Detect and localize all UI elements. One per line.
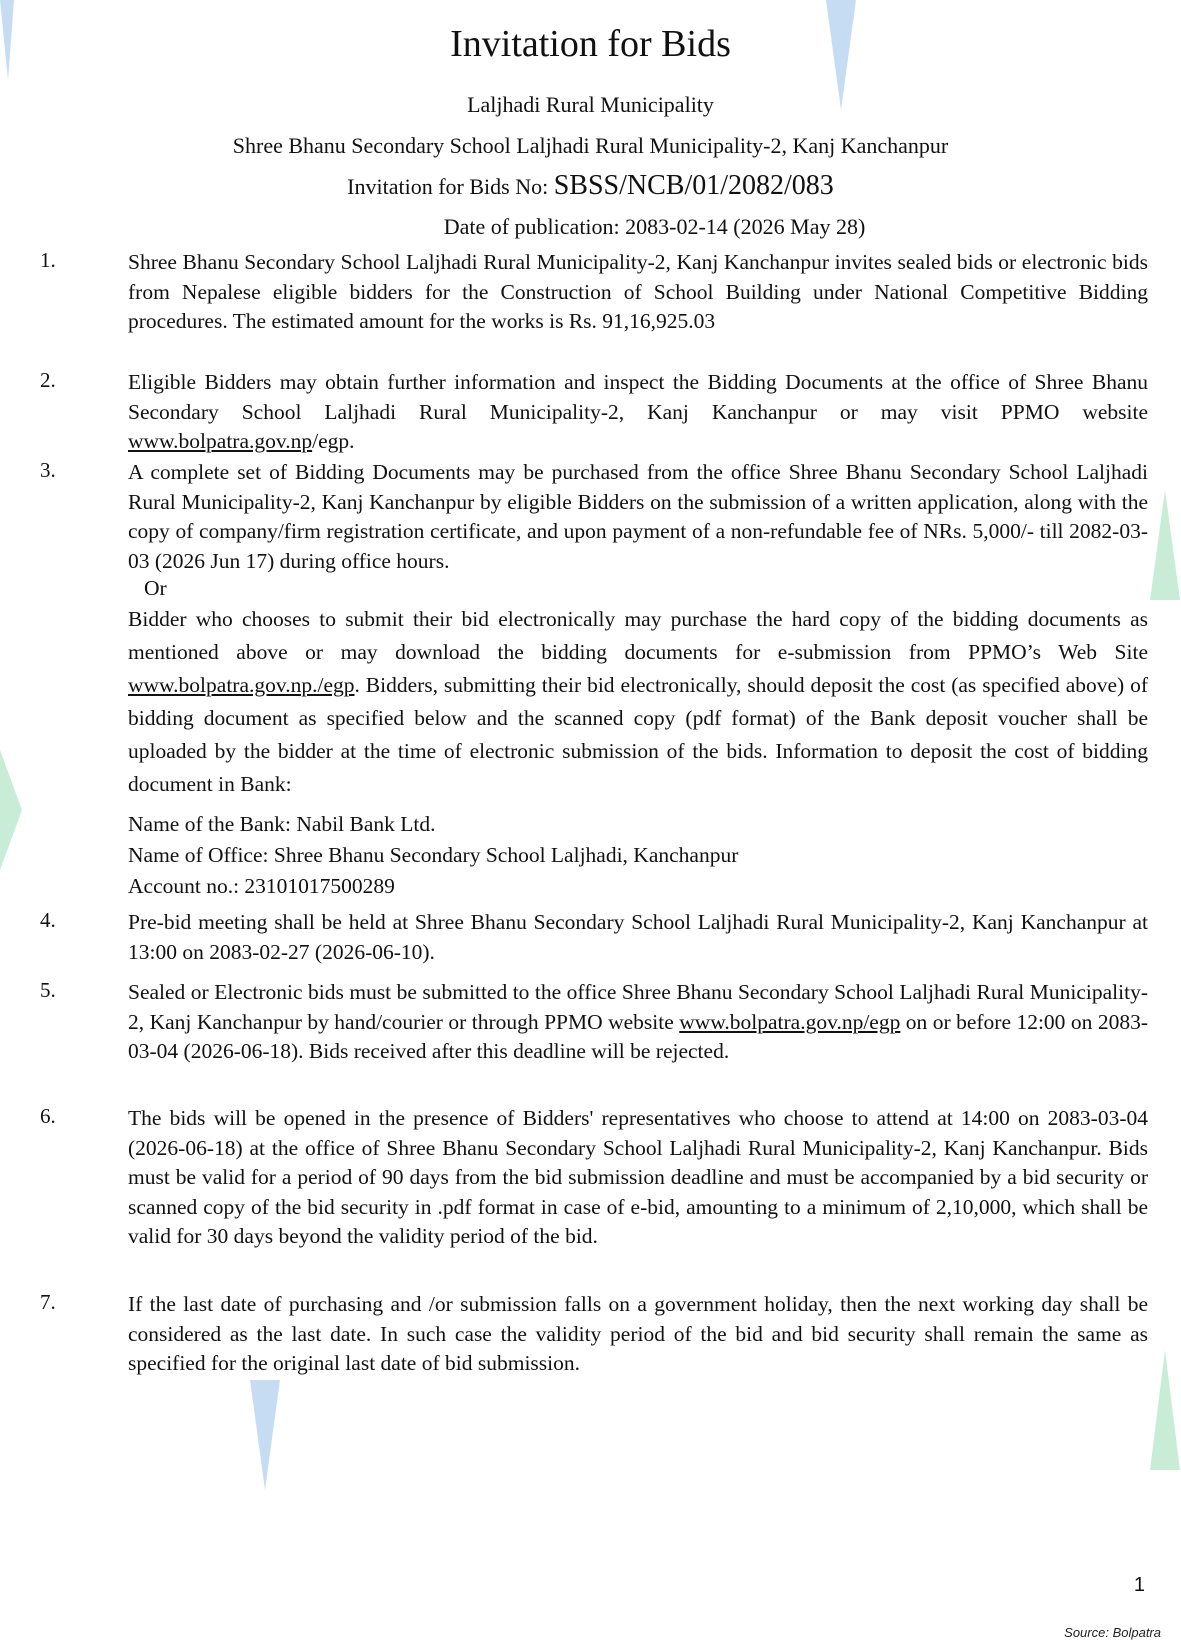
ebid-paragraph [128,603,1148,801]
or-label: Or [144,576,167,600]
item-number: 4. [40,908,56,932]
item-text-part: on or before 12:00 on 2083-03-04 (2026-06-18). Bids received after this deadline will be rejected. [128,1009,1148,1063]
source-note: Source: Bolpatra [1064,1625,1161,1640]
watermark-arrow-icon [1150,490,1180,600]
list-item [40,1290,1148,1379]
bolpatra-link[interactable]: www.bolpatra.gov.np [128,429,313,453]
watermark-arrow-icon [250,1380,280,1490]
ebid-text-part: Bidder who chooses to submit their bid electronically may purchase the hard copy of the bidding documents as mentioned above or may download the bidding documents for e-submission from PPMO’s Web Site [128,607,1148,664]
bolpatra-egp-link[interactable]: www.bolpatra.gov.np/egp [679,1009,901,1034]
item-text [128,978,1148,1067]
ifb-number: SBSS/NCB/01/2082/083 [553,170,834,201]
item-number: 5. [40,978,56,1002]
item-number: 6. [40,1104,56,1128]
item-text: A complete set of Bidding Documents may be purchased from the office Shree Bhanu Secondary School Laljhadi Rural Municipality-2, Kanj Kanchanpur by eligible Bidders on the submission of a written application, along with the copy of company/firm registration certificate, and upon payment of a non-refundable fee of NRs. 5,000/- till 2082-03-03 (2026 Jun 17) during office hours. [128,460,1148,573]
watermark-arrow-icon [1150,1350,1180,1470]
item-number: 7. [40,1290,56,1314]
ifb-label: Invitation for Bids No: [347,174,554,199]
school-name: Shree Bhanu Secondary School Laljhadi Rural Municipality-2, Kanj Kanchanpur [232,133,949,158]
item-text-part: Eligible Bidders may obtain further information and inspect the Bidding Documents at the office of Shree Bhanu Secondary School Laljhadi Rural Municipality-2, Kanj Kanchanpur or may visit PPMO website [128,370,1148,424]
item-text: If the last date of purchasing and /or submission falls on a government holiday, then the next working day shall be considered as the last date. In such case the validity period of the bid and bid security shall remain the same as specified for the original last date of bid submission. [128,1292,1148,1375]
ppmo-link[interactable]: www.bolpatra.gov.np./egp [128,673,355,697]
bank-account: Account no.: 23101017500289 [128,874,395,898]
list-item [40,978,1148,1067]
list-item [40,248,1148,337]
item-text: Shree Bhanu Secondary School Laljhadi Rural Municipality-2, Kanj Kanchanpur invites sealed bids or electronic bids from Nepalese eligible bidders for the Construction of School Building under National Competitive Bidding procedures. The estimated amount for the works is Rs. 91,16,925.03 [128,250,1148,333]
watermark-arrow-icon [0,750,22,870]
item-number: 3. [40,458,56,482]
municipality-name: Laljhadi Rural Municipality [467,92,714,117]
item-text: The bids will be opened in the presence of Bidders' representatives who choose to attend at 14:00 on 2083-03-04 (2026-06-18) at the office of Shree Bhanu Secondary School Laljhadi Rural Municipality-2, Kanj Kanchanpur. Bids must be valid for a period of 90 days from the bid submission deadline and must be accompanied by a bid security or scanned copy of the bid security in .pdf format in case of e-bid, amounting to a minimum of 2,10,000, which shall be valid for 30 days beyond the validity period of the bid. [128,1106,1148,1248]
item-text: Pre-bid meeting shall be held at Shree Bhanu Secondary School Laljhadi Rural Municipality-2, Kanj Kanchanpur at 13:00 on 2083-02-27 (2026-06-10). [128,910,1148,964]
item-text-part: /egp. [312,429,355,453]
item-text-part: Sealed or Electronic bids must be submitted to the office Shree Bhanu Secondary School Laljhadi Rural Municipality-2, Kanj Kanchanpur by hand/courier or through PPMO website [128,980,1148,1034]
list-item [40,908,1148,967]
bank-name: Name of the Bank: Nabil Bank Ltd. [128,812,436,836]
item-number: 2. [40,368,56,392]
page-number: 1 [1133,1574,1145,1596]
publication-date: Date of publication: 2083-02-14 (2026 May 28) [443,214,866,239]
item-text [128,368,1148,457]
list-item [40,368,1148,457]
page-title: Invitation for Bids [450,23,731,65]
bank-office: Name of Office: Shree Bhanu Secondary School Laljhadi, Kanchanpur [128,843,739,867]
ebid-text-part: . Bidders, submitting their bid electronically, should deposit the cost (as specified above) of bidding document as specified below and the scanned copy (pdf format) of the Bank deposit voucher shall be uploaded by the bidder at the time of electronic submission of the bids. Information to deposit the cost of bidding document in Bank: [128,673,1148,796]
item-number: 1. [40,248,56,272]
list-item [40,1104,1148,1252]
ifb-number-line [0,170,1181,202]
list-item [40,458,1148,576]
